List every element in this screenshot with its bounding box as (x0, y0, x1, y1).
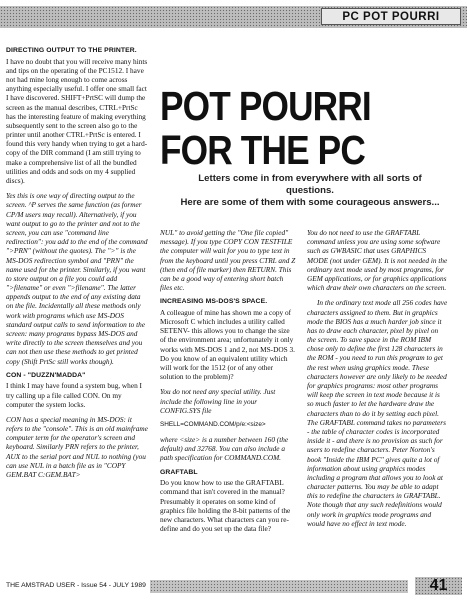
intro-line-2: Here are some of them with some courageous answers... (180, 197, 440, 208)
heading-graftabl: GRAFTABL (160, 468, 198, 476)
intro-standfirst (175, 173, 445, 209)
answer-paragraph: You do not need to use the GRAFTABL command unless you are using some software such as GWBASIC that uses GRAPHICS MODE (not under GEM). It is not needed in the ordinary text mode used by most programs, for GEM applications, or for graphics applications which draw their own characters on the screen. (307, 228, 448, 293)
section-label: PC POT POURRI (321, 8, 461, 25)
heading-con: CON - "DUZZN'MADDA" (6, 371, 86, 379)
intro-line-1: Letters come in from everywhere with all sorts of questions. (198, 173, 422, 196)
answer-paragraph: where <size> is a number between 160 (the default) and 32768. You can also include a path specification for COMMAND.COM. (160, 435, 289, 463)
page-number: 41 (415, 577, 462, 595)
answer-paragraph: In the ordinary text mode all 256 codes have characters assigned to them. But in graphics mode the BIOS has a much harder job since it has to draw each character, pixel by pixel on the screen. To save space in the ROM IBM chose only to define the first 128 characters in the ROM - you need to run this program to get the rest when using graphics mode. These characters however are only likely to be needed for graphics programs: most other programs will keep the screen in text mode because it is so much faster to let the hardware draw the characters than to do it by setting each pixel. The GRAFTABL command takes no parameters - the table of character codes is incorporated inside it - and there is no provision as such for users to redefine characters. Peter Norton's book "Inside the IBM PC" gives quite a lot of information about using graphics modes including a program that allows you to look at character patterns. You may be able to adapt this to redefine the characters in GRAFTABL. Note though that any such redefinitions would only work in graphics mode programs and would have no effect in text mode. (307, 298, 448, 528)
answer-paragraph: CON has a special meaning in MS-DOS: it refers to the "console". This is an old mainframe computer term for the operator's screen and keyboard. Similarly PRN refers to the printer, AUX to the serial port and NUL to nothing (you can use NUL in a batch file as in "COPY GEM.BAT C:GEM.BAT> (6, 414, 148, 479)
article-title (160, 83, 418, 174)
answer-paragraph: You do not need any special utility. Just include the following line in your CONFIG.SYS file (160, 387, 276, 415)
footer-band (150, 580, 408, 593)
title-line-1: POT POURRI (160, 83, 371, 129)
page-footer (0, 577, 467, 595)
column-3 (307, 228, 448, 534)
code-line: SHELL=COMMAND.COM/p/e:<size> (160, 420, 266, 428)
footer-issue-text: THE AMSTRAD USER - Issue 54 - JULY 1989 (6, 582, 146, 589)
answer-paragraph: Yes this is one way of directing output to the screen. ^P serves the same function (as former CP/M users may recall). Alternatively, if you want output to go to the printer and not to the screen, you can use "command line redirection": you add to the end of the command ">PRN" (without the quotes). The ">" is the MS-DOS redirection symbol and "PRN" the name used for the printer. Similarly, if you want to store output on a file you could add ">filename" or even ">filename". The latter appends output to the end of any existing data on the file. Incidentally all these methods only work with programs which use MS-DOS standard output calls to send information to the screen: many programs bypass MS-DOS and write directly to the screen themselves and you can not then use these methods to get printed copy (Shift PrtSc still works though). (6, 191, 148, 366)
heading-directing-output: DIRECTING OUTPUT TO THE PRINTER. (6, 47, 137, 54)
letter-paragraph: Do you know how to use the GRAFTABL command that isn't covered in the manual? Presumably it operates on some kind of graphics file holding the 8-bit patterns of the new characters. What characters can you re-define and do you set up the data file? (160, 478, 291, 534)
heading-msdos-space: INCREASING MS-DOS'S SPACE. (160, 298, 268, 306)
title-line-2: FOR THE PC (160, 127, 365, 173)
answer-paragraph: NUL" to avoid getting the "One file copied" message). If you type COPY CON TESTFILE the computer will wait for you to type text in from the keyboard until you press CTRL and Z (then end of file marker) then RETURN. This can be a good way of entering short batch files etc. (160, 228, 296, 293)
letter-paragraph: I have no doubt that you will receive many hints and tips on the operating of the PC1512. I have not had mine long enough to come across anything especially useful. I offer one small fact I have discovered. SHIFT+PrtSC will dump the screen as the manual describes, CTRL+PrtSc has the interesting feature of making everything subsequently sent to the screen also go to the printer until another CTRL+PrtSc is entered. I found this very handy when trying to get a hard-copy of the DIR command (I am still trying to make a comprehensive list of all the bundled utilities and odds and sods on my 4 supplied discs). (6, 56, 148, 185)
letter-paragraph: A colleague of mine has shown me a copy of Microsoft C which includes a utility called SETENV- this allows you to change the size of the environment area; unfortunately it only works with MS-DOS 1 and 2, not MS-DOS 3. Do you know of an equivalent utility which will work for the 1512 (or of any other solution to the problem)? (160, 307, 296, 382)
column-1 (6, 47, 148, 485)
letter-paragraph: I think I may have found a system bug, when I try calling up a file called CON. On my computer the system locks. (6, 381, 142, 409)
column-2 (160, 228, 296, 539)
